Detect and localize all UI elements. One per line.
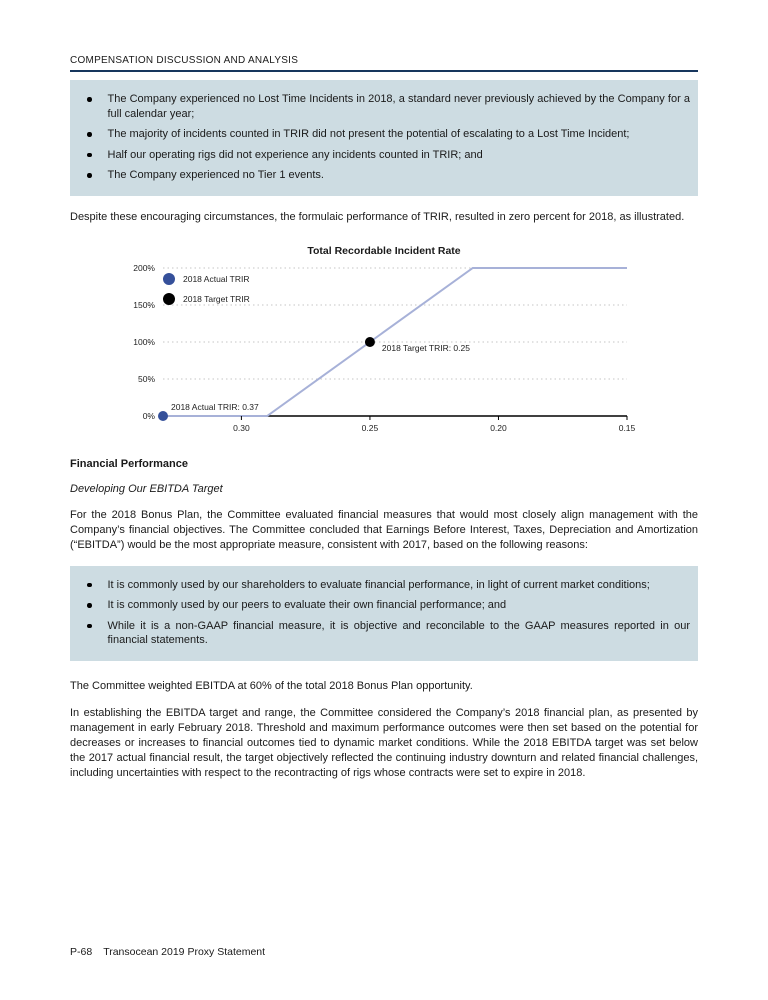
bullet-item [70,145,698,166]
bullet-text: It is commonly used by our peers to evaluate their own financial performance; and [107,599,507,611]
bullet-text: While it is a non-GAAP financial measure, it is objective and reconcilable to the GAAP measures reported in our financial statements. [107,619,690,646]
paragraph-bonus-plan: For the 2018 Bonus Plan, the Committee evaluated financial measures that would most closely align management with the Company’s financial objectives. The Committee concluded that Earnings Before Interest, Taxes, Depreciation and Amortization (“EBITDA”) would be the most appropriate measure, consistent with 2017, based on the following reasons: [70,508,698,551]
y-tick-label: 100% [133,336,155,347]
bullet-icon [87,603,92,608]
trir-chart [70,245,698,438]
heading-financial-performance: Financial Performance [70,457,188,470]
legend-label: 2018 Actual TRIR [183,273,250,284]
bullet-text: Half our operating rigs did not experience any incidents counted in TRIR; and [107,148,483,161]
x-tick-label: 0.25 [361,422,379,433]
x-tick-label: 0.30 [233,422,250,433]
bullet-item [70,165,698,186]
bullet-item [70,575,698,596]
bullet-text: It is commonly used by our shareholders to evaluate financial performance, in light of current market conditions; [107,578,650,591]
safety-highlights-box [70,80,698,196]
bullet-icon [87,153,92,158]
bullet-text: The Company experienced no Lost Time Incidents in 2018, a standard never previously achieved by the Company for a full calendar year; [107,93,690,120]
legend-label: 2018 Target TRIR [183,293,250,304]
trir-chart-plot [70,260,698,438]
page-content [70,0,698,781]
y-tick-label: 150% [133,299,155,310]
bullet-item [70,124,698,145]
bullet-item [70,616,698,651]
chart-title: Total Recordable Incident Rate [307,244,461,257]
paragraph-establishing-target: In establishing the EBITDA target and range, the Committee considered the Company’s 2018 financial plan, as presented by management in early February 2018. Threshold and maximum performance outcomes were then set based on the potential for decreases or increases to financial outcomes tied to dynamic market conditions. While the 2018 EBITDA target was set below the 2017 actual financial result, the target objectively reflected the continuing industry downturn and related financial challenges, including uncertainties with respect to the recontracting of rigs whose contracts were set to expire in 2018. [70,706,698,779]
bullet-icon [87,173,92,178]
bullet-item [70,89,698,124]
bullet-icon [87,624,92,629]
section-header: COMPENSATION DISCUSSION AND ANALYSIS [70,55,299,66]
bullet-text: The Company experienced no Tier 1 events. [107,169,324,181]
bullet-icon [87,97,92,102]
data-point [158,411,168,421]
bullet-text: The majority of incidents counted in TRIR did not present the potential of escalating to a Lost Time Incident; [107,128,630,140]
bullet-icon [87,583,92,588]
subheading-developing-ebitda-target: Developing Our EBITDA Target [70,482,223,495]
legend-swatch [163,273,175,285]
payout-line [163,268,627,416]
header-rule [70,70,698,72]
paragraph-ebitda-weighting: The Committee weighted EBITDA at 60% of the total 2018 Bonus Plan opportunity. [70,679,473,692]
paragraph-trir-result: Despite these encouraging circumstances, the formulaic performance of TRIR, resulted in zero percent for 2018, as illustrated. [70,210,685,223]
bullet-item [70,595,698,616]
ebitda-reasons-box [70,566,698,661]
y-tick-label: 0% [142,410,155,421]
legend-swatch [163,293,175,305]
data-point-label: 2018 Target TRIR: 0.25 [381,342,470,353]
page-number: P-68 [70,946,93,958]
bullet-icon [87,132,92,137]
y-tick-label: 50% [137,373,155,384]
x-tick-label: 0.20 [490,422,507,433]
data-point [365,337,375,347]
data-point-label: 2018 Actual TRIR: 0.37 [171,401,259,412]
page-footer [70,946,265,958]
footer-document-title: Transocean 2019 Proxy Statement [103,946,266,958]
x-tick-label: 0.15 [618,422,636,433]
y-tick-label: 200% [133,262,155,273]
